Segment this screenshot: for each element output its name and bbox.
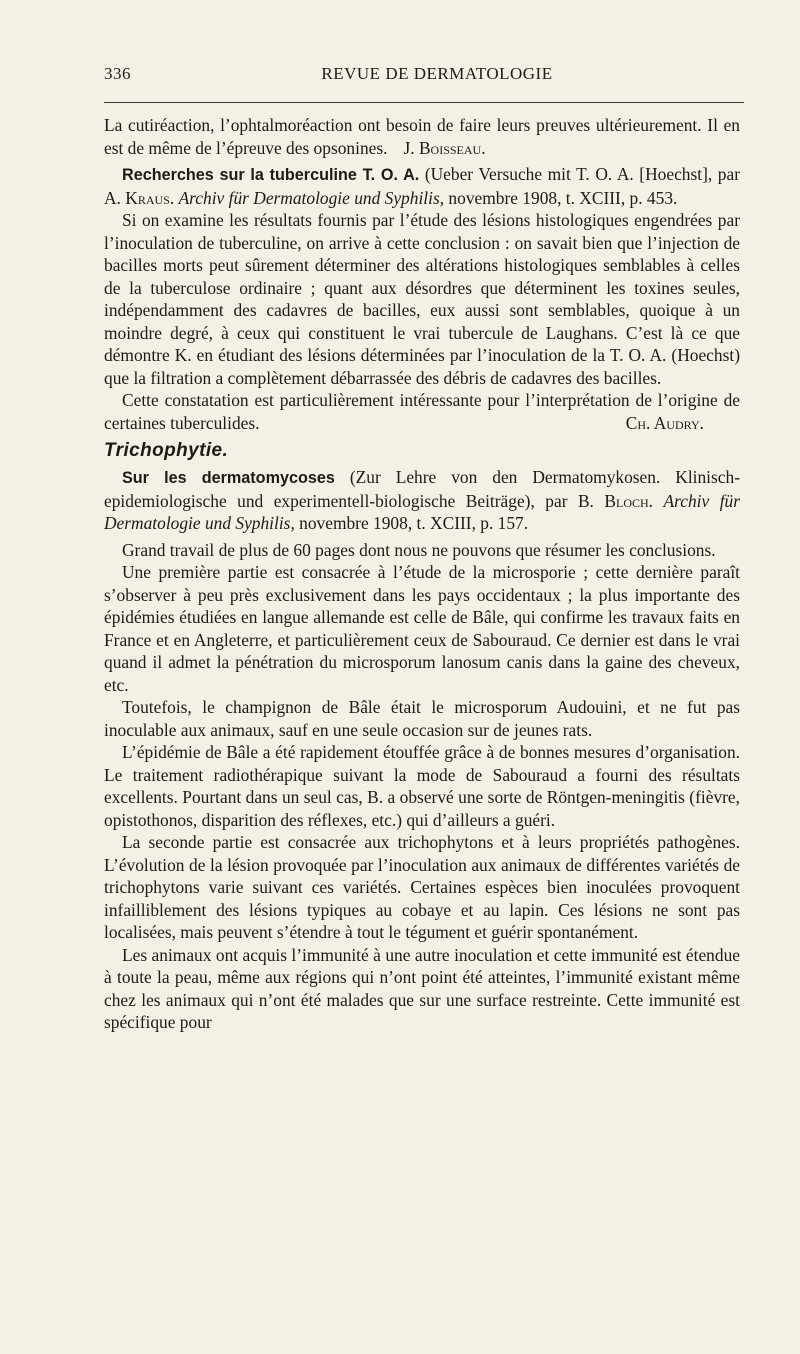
page-number: 336 xyxy=(104,64,131,83)
paragraph-trichophytons: La seconde partie est consacrée aux trichophytons et à leurs propriétés pathogènes. L’évolution de la lésion provoquée par l’inoculation aux animaux de différentes variétés de trichophytons varie suivant ces variétés. Certaines espèces bien inoculées provoquent infailliblement des lésions typiques au cobaye et au lapin. Ces lésions ne sont pas localisées, mais peuvent s’étendre à tout le tégument et guérir spontanément. xyxy=(104,832,740,942)
paragraph-opsonins xyxy=(104,114,740,159)
review-author: Bloch. xyxy=(604,490,654,511)
journal-title: Archiv für Dermatologie und Syphilis, xyxy=(178,187,445,208)
review-citation: novembre 1908, t. XCIII, p. 453. xyxy=(448,187,678,208)
review-entry-dermatomycoses xyxy=(104,466,740,535)
signature-audry: Ch. Audry. xyxy=(625,412,704,433)
paragraph-microsporie: Une première partie est consacrée à l’étude de la microsporie ; cette dernière paraît s’observer à peu près exclusivement dans les pays occidentaux ; la plus importante des épidémies étudiées en langue allemande est celle de Bâle, qui confirme les travaux faits en France et en Angleterre, et particulièrement ceux de Sabouraud. Ce dernier est dans le vrai quand il admet la pénétration du microsporum lanosum canis dans la gaine des cheveux, etc. xyxy=(104,562,740,695)
review-reference: (Zur Lehre von den Dermatomykosen. Klinisch-epidemiologische und experimentell-biologische Beiträge), par B. xyxy=(104,467,740,511)
header-rule xyxy=(104,102,744,103)
paragraph-tuberculides xyxy=(104,389,740,434)
paragraph-text: Cette constatation est particulièrement intéressante pour l’interprétation de l’origine de certaines tuberculides. xyxy=(104,390,740,433)
review-entry-tuberculine xyxy=(104,163,740,209)
review-citation: novembre 1908, t. XCIII, p. 157. xyxy=(299,513,529,533)
section-heading: Trichophytie. xyxy=(104,440,229,461)
review-author: Kraus. xyxy=(125,187,175,208)
journal-title: Archiv für Dermatologie und Syphilis, xyxy=(104,490,740,533)
paragraph-summary: Grand travail de plus de 60 pages dont nous ne pouvons que résumer les conclusions. xyxy=(122,539,716,560)
review-title: Sur les dermatomycoses xyxy=(122,469,335,487)
paragraph-histology: Si on examine les résultats fournis par l’étude des lésions histologiques engendrées par l’inoculation de tuberculine, on arrive à cette conclusion : on savait bien que l’injection de bacilles morts peut sûrement déterminer des altérations histologiques semblables à celles de la tuberculose ordinaire ; quant aux désordres que déterminent les toxines seules, indépendamment des cadavres de bacilles, eux aussi sont semblables, quoique à un moindre degré, à ceux qui constituent le vrai tubercule de Laughans. C’est là ce que démontre K. en étudiant des lésions déterminées par l’inoculation de la T. O. A. (Hoechst) que la filtration a complètement débarrassée des débris de cadavres des bacilles. xyxy=(104,210,740,388)
paragraph-immunity: Les animaux ont acquis l’immunité à une autre inoculation et cette immunité est étendue à toute la peau, même aux régions qui n’ont point été atteintes, l’immunité existant même chez les animaux qui n’ont été malades que sur une surface restreinte. Cette immunité est spécifique pour xyxy=(104,944,740,1032)
review-reference: (Ueber Versuche mit T. O. A. [Hoechst], par A. xyxy=(104,164,740,208)
article-body xyxy=(104,114,740,1034)
paragraph-epidemic: L’épidémie de Bâle a été rapidement étouffée grâce à de bonnes mesures d’organisation. Le traitement radiothérapique suivant la mode de Sabouraud a fourni des résultats excellents. Pourtant dans un seul cas, B. a observé une sorte de Röntgen-meningitis (fièvre, opistothonos, disparition des réflexes, etc.) qui d’ailleurs a guéri. xyxy=(104,742,740,830)
page-header xyxy=(104,64,740,88)
signature-boisseau: J. Boisseau. xyxy=(403,137,486,158)
review-title: Recherches sur la tuberculine T. O. A. xyxy=(122,166,420,184)
paragraph-text: La cutiréaction, l’ophtalmoréaction ont besoin de faire leurs preuves ultérieurement. Il en est de même de l’épreuve des opsonines. xyxy=(104,115,740,158)
running-head: REVUE DE DERMATOLOGIE xyxy=(321,64,553,83)
paragraph-bale-fungus: Toutefois, le champignon de Bâle était le microsporum Audouini, et ne fut pas inoculable aux animaux, sauf en une seule occasion sur de jeunes rats. xyxy=(104,697,740,740)
